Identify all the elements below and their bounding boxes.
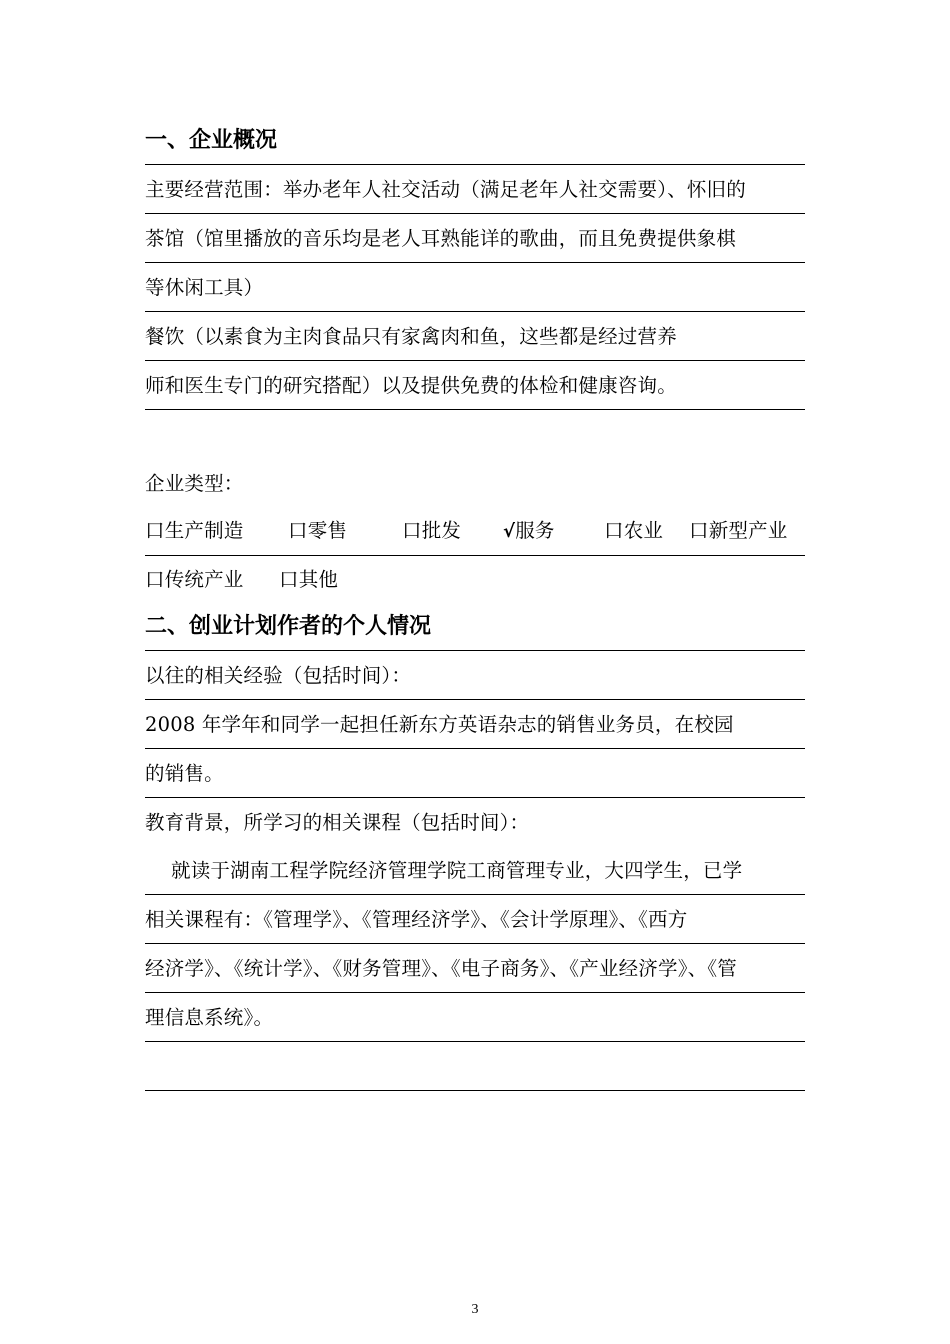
checkmark-icon: √: [503, 520, 516, 542]
section-heading-author-profile: 二、创业计划作者的个人情况: [145, 604, 805, 651]
business-scope-line: 师和医生专门的研究搭配）以及提供免费的体检和健康咨询。: [145, 361, 805, 410]
blank-gap: [145, 410, 805, 459]
section-heading-enterprise-overview: 一、企业概况: [145, 118, 805, 165]
type-option-agriculture: 口农业: [604, 519, 664, 542]
business-scope-line: 餐饮（以素食为主肉食品只有家禽肉和鱼，这些都是经过营养: [145, 312, 805, 361]
enterprise-type-label: 企业类型：: [145, 472, 244, 495]
education-line: 相关课程有：《管理学》、《管理经济学》、《会计学原理》、《西方: [145, 895, 805, 944]
type-option-service: [503, 507, 604, 556]
experience-label: 以往的相关经验（包括时间）：: [145, 651, 805, 700]
business-scope-line: 主要经营范围：举办老年人社交活动（满足老年人社交需要）、怀旧的: [145, 165, 805, 214]
enterprise-type-options-row: [145, 507, 805, 556]
experience-line: 2008 年学年和同学一起担任新东方英语杂志的销售业务员，在校园: [145, 700, 805, 749]
type-option-service-label: 服务: [515, 518, 555, 542]
education-line: 经济学》、《统计学》、《财务管理》、《电子商务》、《产业经济学》、《管: [145, 944, 805, 993]
education-line: 就读于湖南工程学院经济管理学院工商管理专业，大四学生，已学: [145, 846, 805, 895]
type-option-traditional: 口传统产业: [145, 568, 244, 591]
type-option-wholesale: 口批发: [402, 519, 462, 542]
type-option-other: 口其他: [279, 568, 339, 591]
business-scope-line: 等休闲工具）: [145, 263, 805, 312]
enterprise-type-options-row: [145, 556, 805, 604]
document-body: [145, 118, 805, 1091]
business-scope-line: 茶馆（馆里播放的音乐均是老人耳熟能详的歌曲，而且免费提供象棋: [145, 214, 805, 263]
type-option-retail: 口零售: [288, 519, 348, 542]
education-label: 教育背景，所学习的相关课程（包括时间）：: [145, 811, 530, 834]
type-option-new-industry: 口新型产业: [689, 519, 788, 542]
blank-ruled-line: [145, 1042, 805, 1091]
page-number: 3: [471, 1302, 479, 1317]
type-option-manufacturing: 口生产制造: [145, 519, 244, 542]
experience-line: 的销售。: [145, 749, 805, 798]
education-line: 理信息系统》。: [145, 993, 805, 1042]
